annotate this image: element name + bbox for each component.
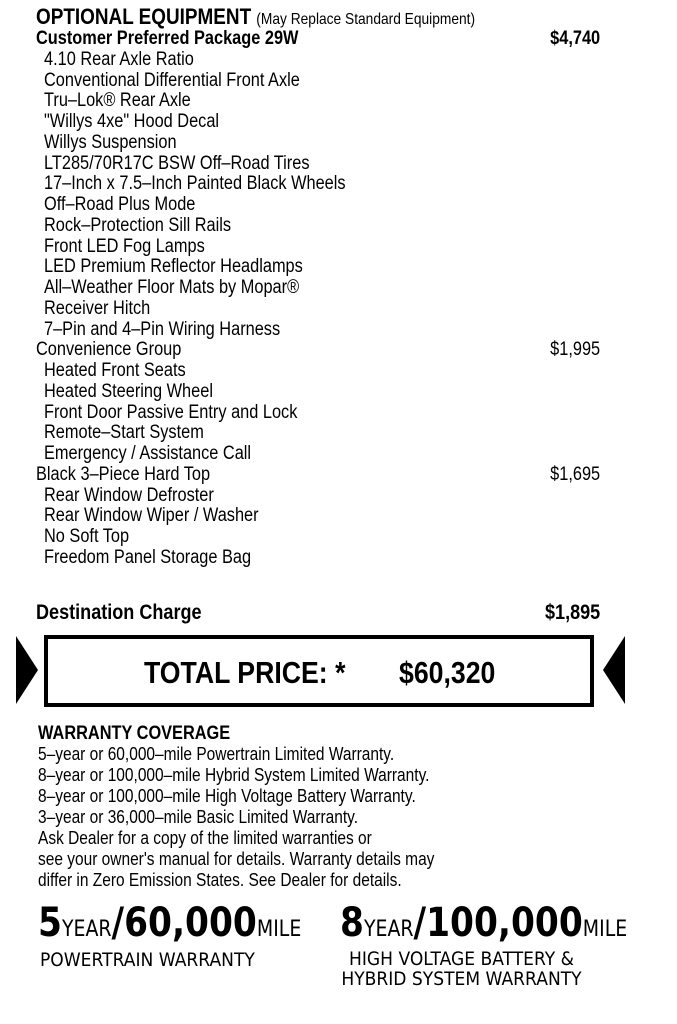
equipment-item-label: No Soft Top xyxy=(44,526,130,547)
equipment-item-label: Black 3–Piece Hard Top xyxy=(36,463,211,485)
badge-unit: YEAR xyxy=(61,917,112,942)
warranty-coverage-title: WARRANTY COVERAGE xyxy=(38,723,231,744)
total-price-label: TOTAL PRICE: * xyxy=(144,655,346,690)
badge-number: /100,000 xyxy=(413,900,583,946)
equipment-item-label: Off–Road Plus Mode xyxy=(44,194,196,215)
equipment-item-row xyxy=(0,90,677,111)
destination-charge-row xyxy=(0,601,677,625)
equipment-item-row xyxy=(0,298,677,319)
optional-equipment-heading: OPTIONAL EQUIPMENT xyxy=(36,4,252,29)
equipment-item-row xyxy=(0,360,677,381)
battery-warranty-caption-line2: HYBRID SYSTEM WARRANTY xyxy=(341,968,582,990)
powertrain-warranty-badge xyxy=(38,900,301,946)
optional-equipment-title xyxy=(36,4,475,30)
left-arrow-icon xyxy=(16,636,38,704)
equipment-item-row xyxy=(0,443,677,464)
equipment-item-label: All–Weather Floor Mats by Mopar® xyxy=(44,277,300,298)
equipment-item-price: $4,740 xyxy=(550,28,600,49)
equipment-item-row xyxy=(0,319,677,340)
equipment-item-label: Emergency / Assistance Call xyxy=(44,443,252,464)
equipment-item-price: $1,695 xyxy=(550,463,600,485)
equipment-item-row xyxy=(0,402,677,423)
equipment-item-row xyxy=(0,132,677,153)
equipment-item-label: Rear Window Wiper / Washer xyxy=(44,505,259,527)
equipment-item-label: Front Door Passive Entry and Lock xyxy=(44,401,298,423)
equipment-item-label: LED Premium Reflector Headlamps xyxy=(44,256,303,278)
equipment-item-row xyxy=(0,422,677,443)
equipment-item-label: Heated Front Seats xyxy=(44,360,186,381)
badge-unit: MILE xyxy=(256,917,302,942)
badge-number: 8 xyxy=(340,900,364,946)
equipment-item-label: 4.10 Rear Axle Ratio xyxy=(44,48,194,70)
equipment-item-row xyxy=(0,547,677,568)
equipment-item-row xyxy=(0,339,677,360)
equipment-item-price: $1,995 xyxy=(550,339,600,361)
equipment-item-row xyxy=(0,70,677,91)
equipment-item-row xyxy=(0,526,677,547)
destination-charge-label: Destination Charge xyxy=(36,601,202,624)
equipment-item-label: Remote–Start System xyxy=(44,422,204,444)
badge-number: 5 xyxy=(38,900,62,946)
equipment-item-row xyxy=(0,505,677,526)
total-price-value: $60,320 xyxy=(399,655,496,690)
equipment-item-label: Receiver Hitch xyxy=(44,297,151,319)
equipment-item-label: Rock–Protection Sill Rails xyxy=(44,214,232,236)
equipment-item-label: "Willys 4xe" Hood Decal xyxy=(44,111,220,132)
equipment-item-label: Conventional Differential Front Axle xyxy=(44,69,300,91)
equipment-item-label: Freedom Panel Storage Bag xyxy=(44,546,252,568)
battery-warranty-caption-line1: HIGH VOLTAGE BATTERY & xyxy=(349,948,574,970)
warranty-line: see your owner's manual for details. Warranty details may xyxy=(38,849,435,869)
equipment-item-row xyxy=(0,49,677,70)
warranty-line: Ask Dealer for a copy of the limited warranties or xyxy=(38,828,372,848)
badge-unit: MILE xyxy=(582,917,628,942)
warranty-line: 3–year or 36,000–mile Basic Limited Warranty. xyxy=(38,807,359,827)
equipment-item-row xyxy=(0,28,677,49)
equipment-item-label: LT285/70R17C BSW Off–Road Tires xyxy=(44,152,310,174)
equipment-item-label: Heated Steering Wheel xyxy=(44,380,213,402)
equipment-item-label: Rear Window Defroster xyxy=(44,484,214,506)
equipment-item-label: 17–Inch x 7.5–Inch Painted Black Wheels xyxy=(44,173,346,195)
equipment-item-label: 7–Pin and 4–Pin Wiring Harness xyxy=(44,318,281,340)
equipment-item-row xyxy=(0,111,677,132)
equipment-item-row xyxy=(0,215,677,236)
right-arrow-icon xyxy=(603,636,625,704)
warranty-line: 8–year or 100,000–mile High Voltage Battery Warranty. xyxy=(38,786,416,806)
warranty-line: differ in Zero Emission States. See Dealer for details. xyxy=(38,870,402,890)
badge-unit: YEAR xyxy=(363,917,414,942)
equipment-item-label: Tru–Lok® Rear Axle xyxy=(44,90,191,112)
equipment-item-label: Customer Preferred Package 29W xyxy=(36,28,299,49)
warranty-line: 8–year or 100,000–mile Hybrid System Limited Warranty. xyxy=(38,765,430,785)
equipment-item-row xyxy=(0,485,677,506)
battery-warranty-badge xyxy=(340,900,627,946)
optional-equipment-subtitle: (May Replace Standard Equipment) xyxy=(256,11,476,28)
equipment-item-row xyxy=(0,194,677,215)
powertrain-warranty-caption: POWERTRAIN WARRANTY xyxy=(40,949,255,971)
equipment-item-label: Front LED Fog Lamps xyxy=(44,235,205,257)
warranty-line: 5–year or 60,000–mile Powertrain Limited Warranty. xyxy=(38,744,395,764)
equipment-item-label: Convenience Group xyxy=(36,339,182,361)
equipment-item-row xyxy=(0,236,677,257)
badge-number: /60,000 xyxy=(111,900,257,946)
equipment-item-row xyxy=(0,256,677,277)
equipment-item-row xyxy=(0,173,677,194)
equipment-item-row xyxy=(0,277,677,298)
destination-charge-price: $1,895 xyxy=(544,601,600,624)
equipment-item-label: Willys Suspension xyxy=(44,131,177,153)
equipment-item-row xyxy=(0,381,677,402)
equipment-item-row xyxy=(0,153,677,174)
equipment-item-row xyxy=(0,464,677,485)
